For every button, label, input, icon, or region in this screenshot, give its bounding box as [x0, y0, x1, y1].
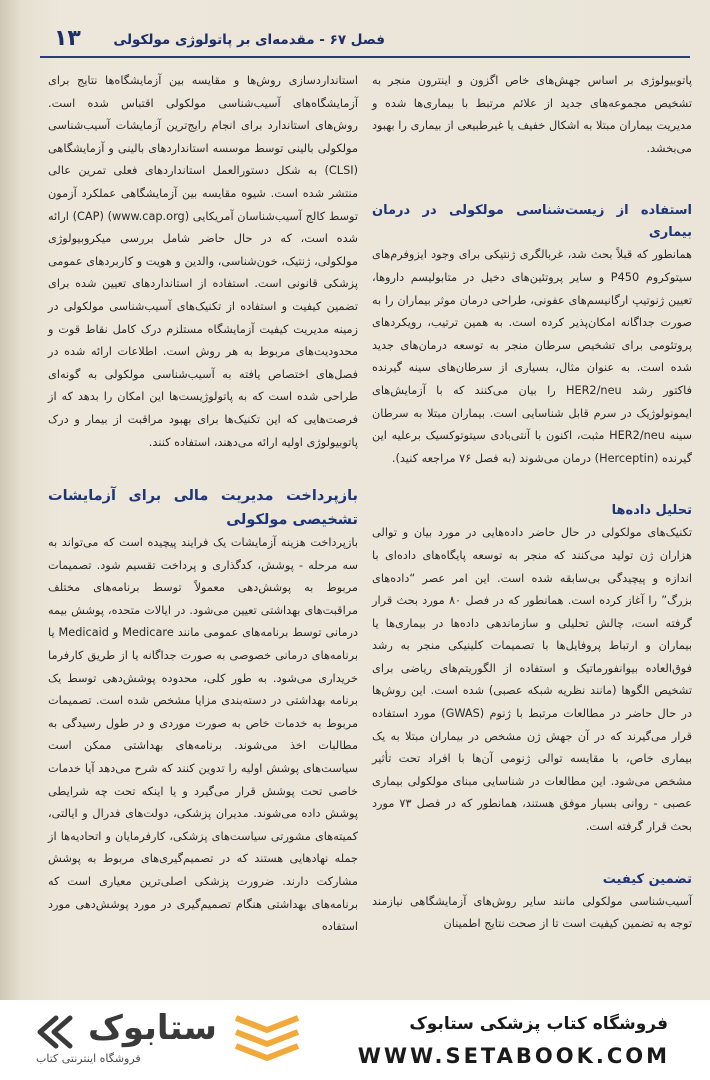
section-text-data-analysis: تکنیک‌های مولکولی در حال حاضر داده‌هایی در مورد بیان و توالی هزاران ژن تولید می‌کنند که منجر به توسعه پایگاه‌های داده‌ای با اندازه و پیچیدگی بی‌سابقه شده است. این امر عصر “داده‌های بزرگ” را آغاز کرده است. همانطور که در فصل ۸۰ مورد بحث قرار گرفته است، چالش تحلیلی و سازماندهی داده‌ها در بیماری‌ها یا بیماران و ارتباط پروفایل‌ها با تصمیمات کلینیکی منجر به رشد فوق‌العاده بیوانفورماتیک و استفاده از الگوریتم‌های ریاضی برای تشخیص الگوها (مانند نظریه شبکه عصبی) شده است. این روش‌ها در حال حاضر در مطالعات مرتبط با ژنوم (GWAS) مورد استفاده قرار می‌گیرند که در آن جهش ژن مشخص در بیماران مبتلا به یک بیماری خاص، با مقایسه توالی ژنومی آن‌ها با افراد تحت تأثیر مشخص می‌شود. این مطالعات در شناسایی مبنای مولکولی بیماری عصبی - روانی بسیار موفق هستند، همانطور که در فصل ۷۳ مورد بحث قرار گرفته است.	[372, 526, 693, 834]
website-link[interactable]: WWW.SETABOOK.COM	[357, 1044, 670, 1068]
right-column	[372, 70, 692, 936]
section-heading-therapy: استفاده از زیست‌شناسی مولکولی در درمان بیماری	[372, 203, 692, 241]
section-heading-reimbursement: بازپرداخت مدیریت مالی برای آزمایشات تشخیصی مولکولی	[48, 488, 358, 529]
shop-name: فروشگاه کتاب پزشکی ستابوک	[409, 1014, 668, 1034]
page-number: ۱۳	[54, 26, 81, 51]
logo-brand-text: ستابوک	[88, 1008, 217, 1048]
logo-arrows-icon	[34, 1014, 86, 1050]
right-intro-paragraph: پاتوبیولوژی بر اساس جهش‌های خاص اگزون و اینترون منجر به تشخیص مجموعه‌های جدید از علائم مرتبط با بیماری‌ها شده و مدیریت بیماران مبتلا به اشکال خفیف یا غیرطبیعی از بیماری را بهبود می‌بخشد.	[372, 74, 692, 155]
left-intro-paragraph: استانداردسازی روش‌ها و مقایسه بین آزمایشگاه‌ها نتایج برای آزمایشگاه‌های آسیب‌شناسی مولکولی اقتباس شده است. روش‌های استاندارد برای انجام رایج‌ترین آزمایشات آسیب‌شناسی مولکولی بالینی توسط موسسه استانداردهای بالینی و آزمایشگاهی (CLSI) به شکل دستورالعمل استانداردهای فعلی تمرین عالی منتشر شده است. شیوه مقایسه بین آزمایشگاهی عملکرد آزمون توسط کالج آسیب‌شناسان آمریکایی (www.cap.org) (CAP) ارائه شده است، که در حال حاضر شامل بررسی میکروبیولوژی مولکولی، ژنتیک، خون‌شناسی، والدین و هویت و کاربردهای عمومی پزشکی قانونی است. استفاده از استانداردهای تعیین شده برای تضمین کیفیت و استفاده از تکنیک‌های آسیب‌شناسی مولکولی در زمینه مدیریت کیفیت آزمایشگاه مستلزم درک کامل نقاط قوت و محدودیت‌های مربوط به هر روش است. اطلاعات ارائه شده در فصل‌های اختصاص یافته به آسیب‌شناسی مولکولی به گونه‌ای طراحی شده است که به پاتولوژیست‌ها این امکان را بدهد که از فرصت‌هایی که این تکنیک‌ها برای بهبود مراقبت از بیمار و درک پاتوبیولوژی اولیه ارائه می‌دهند، استفاده کنند.	[48, 74, 359, 449]
section-heading-quality: تضمین کیفیت	[602, 871, 692, 887]
left-column	[48, 70, 358, 939]
page-header	[40, 26, 690, 58]
section-text-reimbursement: بازپرداخت هزینه آزمایشات یک فرایند پیچیده است که می‌تواند به سه مرحله - پوشش، کدگذاری و پرداخت تقسیم شود. تصمیمات مربوط به پوشش‌دهی معمولاً توسط برنامه‌های مختلف مراقبت‌های بهداشتی تعیین می‌شود. در ایالات متحده، پوشش بیمه درمانی توسط برنامه‌های عمومی مانند Medicare و Medicaid یا برنامه‌های درمانی خصوصی به صورت جداگانه یا از طریق کارفرما خریداری می‌شود. به طور کلی، محدوده پوشش‌دهی توسط یک برنامه بهداشتی در دسته‌بندی مزایا مشخص شده است. تصمیمات مربوط به خدمات خاص به صورت موردی و در طول رسیدگی به مطالبات اخذ می‌شوند. برنامه‌های بهداشتی ممکن است سیاست‌های پوشش اولیه را تدوین کنند که شرح می‌دهد آیا خدمات خاصی تحت پوشش قرار می‌گیرد و یا اینکه تحت چه شرایطی پوشش داده می‌شوند. مدیران پزشکی، دولت‌های فدرال و ایالتی، کمیته‌های مشورتی سیاست‌های پزشکی، کارفرمایان و اتحادیه‌ها از جمله نهادهایی هستند که در تصمیم‌گیری‌های مربوط به پوشش مشارکت دارند. ضرورت پزشکی اصلی‌ترین معیاری است که برنامه‌های بهداشتی هنگام تصمیم‌گیری در مورد پوشش‌دهی مورد استفاده	[48, 536, 358, 934]
footer-banner	[0, 1000, 710, 1080]
book-logo-icon	[230, 1010, 304, 1066]
chapter-title: فصل ۶۷ - مقدمه‌ای بر پاتولوژی مولکولی	[113, 32, 385, 48]
logo-tagline: فروشگاه اینترنتی کتاب	[36, 1052, 141, 1065]
section-text-quality: آسیب‌شناسی مولکولی مانند سایر روش‌های آزمایشگاهی نیازمند توجه به تضمین کیفیت است تا از صحت نتایج اطمینان	[372, 894, 692, 931]
section-text-therapy: همانطور که قبلاً بحث شد، غربالگری ژنتیکی برای وجود ایزوفرم‌های سیتوکروم P450 و سایر پروتئین‌های دخیل در متابولیسم داروها، تعیین ژنوتیپ ارگانیسم‌های عفونی، طراحی درمان موثر بیماران را به صورت جداگانه امکان‌پذیر کرده است. به همین ترتیب، رویکردهای پروتئومی برای تشخیص سرطان منجر به توسعه درمان‌های جدید شده است. به عنوان مثال، بسیاری از سرطان‌های سینه گیرنده فاکتور رشد HER2/neu را بیان می‌کنند که با آزمایش‌های ایمونولوژیک در سرم قابل شناسایی است. بیماران مبتلا به سرطان سینه HER2/neu مثبت، اکنون با آنتی‌بادی سیتوتوکسیک برعلیه این گیرنده (Herceptin) درمان می‌شوند (به فصل ۷۶ مراجعه کنید).	[372, 248, 692, 465]
section-heading-data-analysis: تحلیل داده‌ها	[611, 503, 692, 519]
